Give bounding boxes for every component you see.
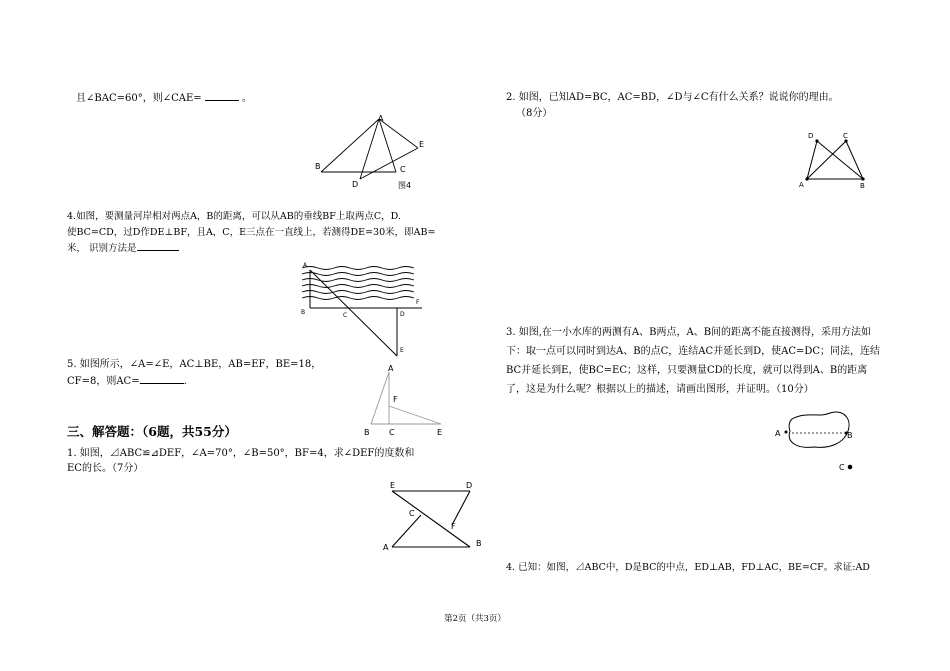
section-title: 三、解答题：（6题，共55分） [67,424,237,439]
q3-tail-text [76,90,252,107]
river-figure [296,260,431,360]
q3-tail-stem: 且∠BAC=60°，则∠CAE= [76,93,202,104]
q2-label-d: D [808,132,814,140]
q3-tail-end: 。 [242,93,253,104]
river-label-e: E [400,347,404,354]
q5-label-c: C [389,428,395,437]
q5-line2-end: . [183,376,187,387]
q5-label-a: A [388,364,394,373]
river-label-c: C [343,312,348,319]
river-label-b: B [301,309,306,316]
q5-line2 [67,373,187,390]
fig4-label-a: A [378,114,384,123]
s1-label-f: F [451,522,456,531]
s1-label-d: D [466,481,473,490]
q3-label-a: A [775,429,781,438]
river-label-f: F [416,299,420,306]
q2-label-b: B [860,182,865,190]
page-footer: 第2页（共3页） [444,614,506,624]
q4-line2: 使BC=CD，过D作DE⊥BF，且A，C，E三点在一直线上，若测得DE=30米，即AB= [67,227,436,238]
q3-label-b: B [847,431,853,440]
r-q2-line2: （8分） [516,108,553,119]
solve1-figure [375,478,490,553]
q4-answer-blank[interactable] [137,240,179,251]
q5-label-e: E [437,428,443,437]
r-q2-line1: 2. 如图，已知AD=BC，AC=BD，∠D与∠C有什么关系？说说你的理由。 [506,92,839,103]
river-label-a: A [303,262,308,269]
q5-answer-blank[interactable] [140,373,184,384]
s1-label-a: A [383,543,389,552]
s1-label-b: B [476,539,482,548]
fig4-label-b: B [315,162,321,171]
fig4-label-e: E [419,140,425,149]
q2-label-a: A [799,181,804,189]
q5-label-f: F [393,395,398,404]
figure-4 [312,112,442,192]
s1-label-e: E [390,481,396,490]
q5-label-b: B [364,428,370,437]
q5-figure [360,362,450,440]
fig4-label-d: D [352,180,359,189]
q3-label-c: C [839,463,845,472]
solve1-line1: 1. 如图，⊿ABC≌⊿DEF，∠A=70°，∠B=50°，BF=4，求∠DEF的度数和 [67,448,415,459]
q4-line1: 4.如图，要测量河岸相对两点A，B的距离，可以从AB的垂线BF上取两点C，D. [67,211,401,222]
solve1-line2: EC的长。（7分） [67,463,144,474]
q2-label-c: C [843,132,848,140]
q3-figure [770,405,860,475]
q5-line1: 5. 如图所示，∠A=∠E，AC⊥BE，AB=EF，BE=18， [67,359,322,370]
q4-line3 [67,240,179,257]
q3-answer-blank[interactable] [205,90,239,101]
q2-figure [795,128,875,192]
r-q3-text: 3. 如图,在一小水库的两测有A、B两点，A、B间的距离不能直接测得，采用方法如下：取一点可以同时到达A、B的点C，连结AC并延长到D，使AC=DC；同法，连结BC并延长到E，使BC=EC；这样，只要测量CD的长度，就可以得到A、B的距离了，这是为什么呢？根据以上的描述，请画出图形，并证明。（10分） [506,327,881,395]
q4-line3-text: 米， 识别方法是 [67,243,137,254]
river-label-d: D [400,311,405,318]
q5-line2-text: CF=8，则AC= [67,376,140,387]
s1-label-c: C [409,509,415,518]
fig4-caption: 图4 [398,181,412,190]
fig4-label-c: C [400,165,406,174]
r-q4-text: 4. 已知：如图，⊿ABC中，D是BC的中点，ED⊥AB，FD⊥AC，BE=CF。求证:AD [506,562,870,573]
